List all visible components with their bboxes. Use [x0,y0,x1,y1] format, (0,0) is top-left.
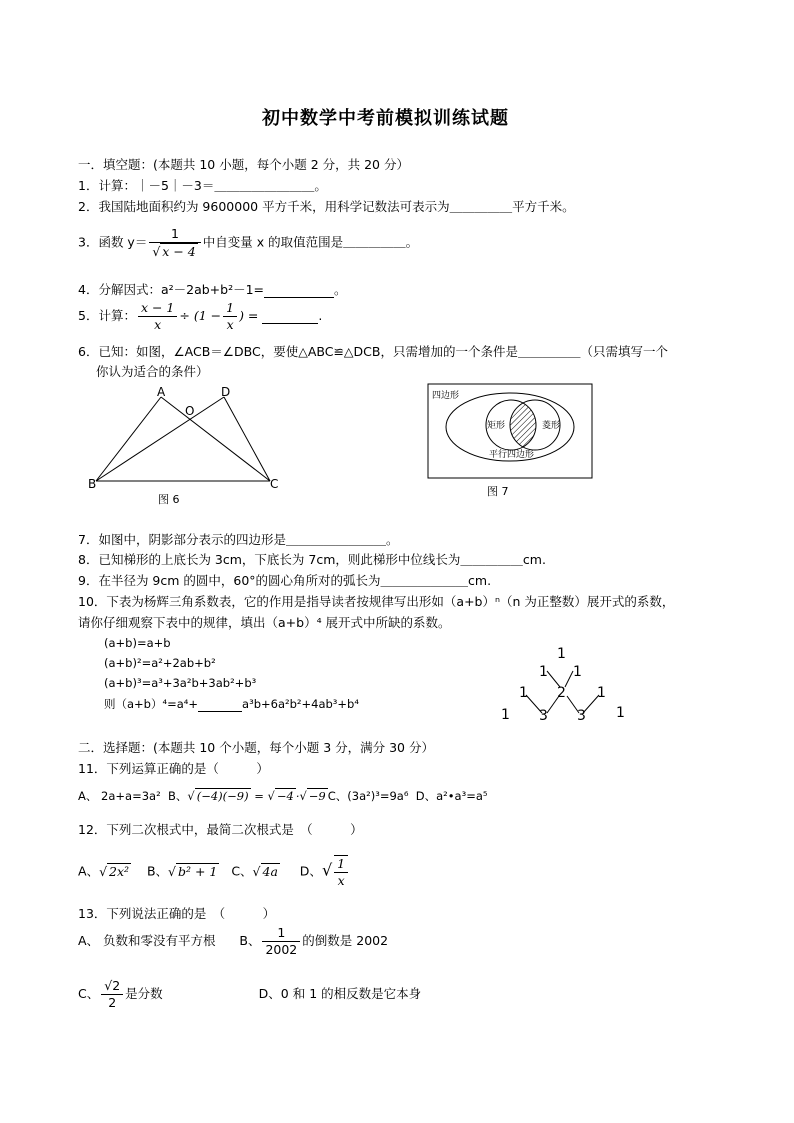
fig6-line-bd [96,397,224,481]
q12-c-radicand: 4a [262,863,278,879]
q5-div: ÷ (1 − [179,308,222,323]
expansion-1: (a+b)=a+b [104,636,171,650]
question-11: 11．下列运算正确的是（ ） [78,761,269,776]
q4-blank [264,282,334,298]
fig6-caption: 图 6 [158,493,180,506]
fig7-label-rectangle: 矩形 [487,421,506,431]
fig7-label-parallelogram: 平行四边形 [489,450,535,460]
q13-option-b-fraction [262,925,300,958]
fig7-label-quadrilateral: 四边形 [432,391,460,401]
q12-option-d-fraction [334,855,348,889]
q12-option-b-expr: √ b² + 1 [168,863,218,879]
q3-fraction [149,226,200,260]
q12-option-b-label: B、 [146,863,169,879]
expansion-3: (a+b)³=a³+3a²b+3ab²+b³ [104,676,257,690]
q5-end: . [318,308,323,323]
q13-option-c-fraction [101,978,123,1011]
question-5 [78,300,322,333]
q11-option-c: C、(3a²)³=9a⁶ [327,789,409,803]
fig7-caption: 图 7 [487,485,509,498]
tri-r1-c0: 1 [539,664,548,680]
expansion-4-end: a³b+6a²b²+4ab³+b⁴ [242,697,359,711]
question-7: 7．如图中，阴影部分表示的四边形是＿＿＿＿＿＿＿＿。 [78,532,399,547]
question-2: 2．我国陆地面积约为 9600000 平方千米，用科学记数法可表示为＿＿＿＿＿平方千米。 [78,199,575,214]
q11-b-dot: · [295,789,300,803]
question-12-options [78,855,350,889]
q13-b-num: 1 [262,925,300,942]
tri-r1-c1: 1 [573,664,582,680]
question-10-line-2: 请你仔细观察下表中的规律，填出（a+b）⁴ 展开式中所缺的系数。 [78,615,451,630]
question-8: 8．已知梯形的上底长为 3cm，下底长为 7cm，则此梯形中位线长为＿＿＿＿＿cm. [78,552,546,567]
q3-radicand: x − 4 [162,244,196,259]
question-1: 1．计算：｜－5｜－3＝＿＿＿＿＿＿＿＿。 [78,178,327,193]
question-9: 9．在半径为 9cm 的圆中，60°的圆心角所对的弧长为＿＿＿＿＿＿＿cm. [78,573,492,588]
question-13: 13．下列说法正确的是 （ ） [78,906,276,921]
q4-text: 4．分解因式：a²－2ab+b²－1= [78,282,265,297]
q11-b-radicand-1: (−4)(−9) [196,789,249,803]
q13-option-a: A、 负数和零没有平方根 [78,933,216,948]
page-title: 初中数学中考前模拟训练试题 [262,108,509,129]
question-13-options-ab [78,925,388,958]
q13-option-c-label: C、 [78,986,100,1001]
q13-b-den: 2002 [265,942,298,957]
q13-option-b-text: 的倒数是 2002 [302,933,389,948]
fig6-label-a: A [157,385,166,399]
q11-option-d: D、a²•a³=a⁵ [415,789,488,803]
fig6-label-c: C [270,477,279,491]
section2-heading: 二．选择题：(本题共 10 个小题，每个小题 3 分，满分 30 分） [78,740,434,755]
q12-option-a-expr: √ 2x² [99,863,130,879]
q5-prefix: 5．计算： [78,308,136,323]
fig6-label-o: O [185,404,195,418]
fig6-line-ba [96,397,161,481]
q11-b-radicand-3: −9 [308,789,326,803]
figure-7 [425,380,597,502]
q13-option-d: D、0 和 1 的相反数是它本身 [258,986,422,1001]
expansion-2: (a+b)²=a²+2ab+b² [104,656,216,670]
q5-f1-den: x [154,317,162,332]
q12-d-den: x [337,873,345,888]
q3-suffix: 中自变量 x 的取值范围是＿＿＿＿＿。 [202,234,419,250]
question-12: 12．下列二次根式中，最简二次根式是 （ ） [78,822,363,837]
fig6-line-cd [224,397,270,481]
q5-f2-num: 1 [223,300,237,317]
q11-option-a: A、 2a+a=3a² [78,789,161,803]
tri-r2-c1: 2 [557,685,566,701]
tri-r2-c2: 1 [597,685,606,701]
figure-6 [86,385,286,510]
q13-c-den: 2 [108,995,117,1010]
q5-close: ) = [239,308,259,323]
q4-end: 。 [334,282,347,297]
q5-blank [262,308,318,324]
question-11-options [78,788,488,804]
fig7-label-rhombus: 菱形 [542,421,561,431]
q5-f1-num: x − 1 [138,300,177,317]
tri-r3-c1: 3 [539,708,548,724]
tri-r3-c2: 3 [577,708,586,724]
q3-num: 1 [149,226,200,243]
q12-option-d-label: D、 [299,863,322,879]
q5-fraction-1 [138,300,177,333]
tri-r0-c0: 1 [557,646,566,662]
question-6-line-1: 6．已知：如图，∠ACB＝∠DBC，要使△ABC≌△DCB，只需增加的一个条件是＿＿＿＿＿（只需填写一个 [78,344,668,359]
q13-option-c-text: 是分数 [125,986,163,1001]
fig6-label-d: D [221,385,231,399]
expansion-4 [104,696,359,712]
q13-c-num: √2 [101,978,123,995]
expansion-4-start: 则（a+b）⁴=a⁴+ [104,697,199,711]
q3-den: √ x − 4 [152,244,196,259]
q12-option-c-label: C、 [231,863,253,879]
question-4 [78,280,347,298]
q11-b-radicand-2: −4 [276,789,294,803]
tri-r3-c3: 1 [616,705,625,721]
tri-line-2 [565,671,573,687]
question-13-options-cd [78,978,421,1011]
tri-r3-c0: 1 [501,707,510,723]
q11-option-b-expr: √ (−4)(−9) = √ −4 ·√ −9 [187,789,326,803]
q13-option-b-label: B、 [239,933,261,948]
yanghui-triangle [495,640,635,725]
q12-option-c-expr: √ 4a [252,863,278,879]
q5-fraction-2 [223,300,237,333]
q12-b-radicand: b² + 1 [178,863,218,879]
question-3 [78,226,418,260]
fig6-label-b: B [88,477,97,491]
q12-option-a-label: A、 [78,863,100,879]
tri-r2-c0: 1 [519,685,528,701]
fig6-line-ca [161,397,270,481]
q12-a-radicand: 2x² [109,863,130,879]
q5-f2-den: x [226,317,234,332]
question-6-line-2: 你认为适合的条件） [96,364,209,379]
q11-option-b-label: B、 [168,789,188,803]
q11-b-equals: = [254,789,264,803]
q12-option-d-root: √ [321,860,333,880]
section1-heading: 一．填空题：(本题共 10 小题，每个小题 2 分，共 20 分） [78,157,409,172]
q12-d-num: 1 [334,856,348,873]
question-10-line-1: 10．下表为杨辉三角系数表，它的作用是指导读者按规律写出形如（a+b）ⁿ（n 为正整数）展开式的系数， [78,594,675,609]
q3-prefix: 3．函数 y＝ [78,234,148,250]
expansion-4-blank [198,697,242,712]
